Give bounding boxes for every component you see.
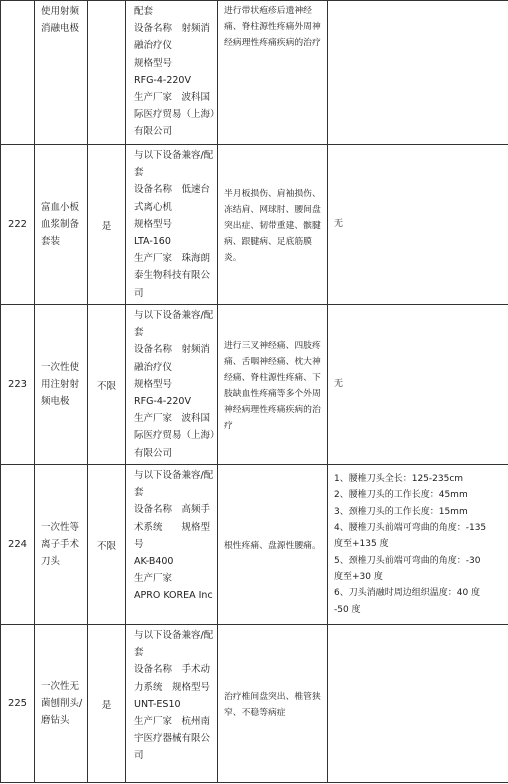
note-line: 4、腰椎刀头前端可弯曲的角度：-135 [334,523,487,534]
product-name: 使用射频消融电极 [35,1,88,145]
note-line: 6、刀头消融时周边组织温度：40 度 [334,588,481,599]
usage-cell: 根性疼痛、盘源性腰痛。 [218,465,328,625]
flag-cell: 是 [88,625,126,783]
table-row [1,465,508,625]
note-cell [328,465,508,625]
device-cell: 配套 设备名称 射频消融治疗仪 规格型号 RFG-4-220V 生产厂家 波科国际医疗贸易（上海）有限公司 [126,1,218,145]
flag-cell: 不限 [88,305,126,465]
note-line: 度至+135 度 [334,539,389,550]
note-line: 1、腰椎刀头全长：125-235cm [334,474,464,485]
note-cell [328,305,508,465]
device-cell: 与以下设备兼容/配套 设备名称 高频手术系统 规格型号 AK-B400 生产厂家 APRO KOREA Inc [126,465,218,625]
note-line: 无 [334,219,344,230]
note-cell [328,1,508,145]
row-number: 222 [1,145,35,305]
note-line: -50 度 [334,604,361,615]
row-number: 224 [1,465,35,625]
device-cell: 与以下设备兼容/配套 设备名称 手术动力系统 规格型号 UNT-ES10 生产厂家 杭州南宇医疗器械有限公司 [126,625,218,783]
note-line: 度至+30 度 [334,571,383,582]
product-name: 一次性无菌刨削头/磨钻头 [35,625,88,783]
usage-cell: 治疗椎间盘突出、椎管狭窄、不稳等病症 [218,625,328,783]
usage-cell: 进行带状疱疹后遗神经痛、脊柱源性疼痛外周神经病理性疼痛疾病的治疗 [218,1,328,145]
row-number: 225 [1,625,35,783]
device-cell: 与以下设备兼容/配套 设备名称 射频消融治疗仪 规格型号 RFG-4-220V 生产厂家 波科国际医疗贸易（上海）有限公司 [126,305,218,465]
flag-cell: 是 [88,145,126,305]
usage-cell: 半月板损伤、肩袖损伤、冻结肩、网球肘、腰间盘突出症、韧带重建、髌腱病、跟腱病、足底筋膜炎。 [218,145,328,305]
device-cell: 与以下设备兼容/配套 设备名称 低速台式离心机 规格型号 LTA-160 生产厂家 珠海朗泰生物科技有限公司 [126,145,218,305]
table-row [1,1,508,145]
table-row [1,625,508,783]
row-number: 223 [1,305,35,465]
note-cell [328,145,508,305]
note-cell [328,625,508,783]
product-name: 富血小板血浆制备套装 [35,145,88,305]
flag-cell: 不限 [88,465,126,625]
note-line: 3、颈椎刀头的工作长度：15mm [334,506,468,517]
table-row [1,305,508,465]
table-row [1,145,508,305]
row-number [1,1,35,145]
note-line: 无 [334,379,344,390]
flag-cell [88,1,126,145]
note-line: 5、颈椎刀头前端可弯曲的角度：-30 [334,555,481,566]
note-line: 2、腰椎刀头的工作长度：45mm [334,490,468,501]
product-name: 一次性等离子手术刀头 [35,465,88,625]
usage-cell: 进行三叉神经痛、四肢疼痛、舌咽神经痛、枕大神经痛、脊柱源性疼痛、下肢缺血性疼痛等多个外周神经病理性疼痛疾病的治疗 [218,305,328,465]
product-name: 一次性使用注射射频电极 [35,305,88,465]
